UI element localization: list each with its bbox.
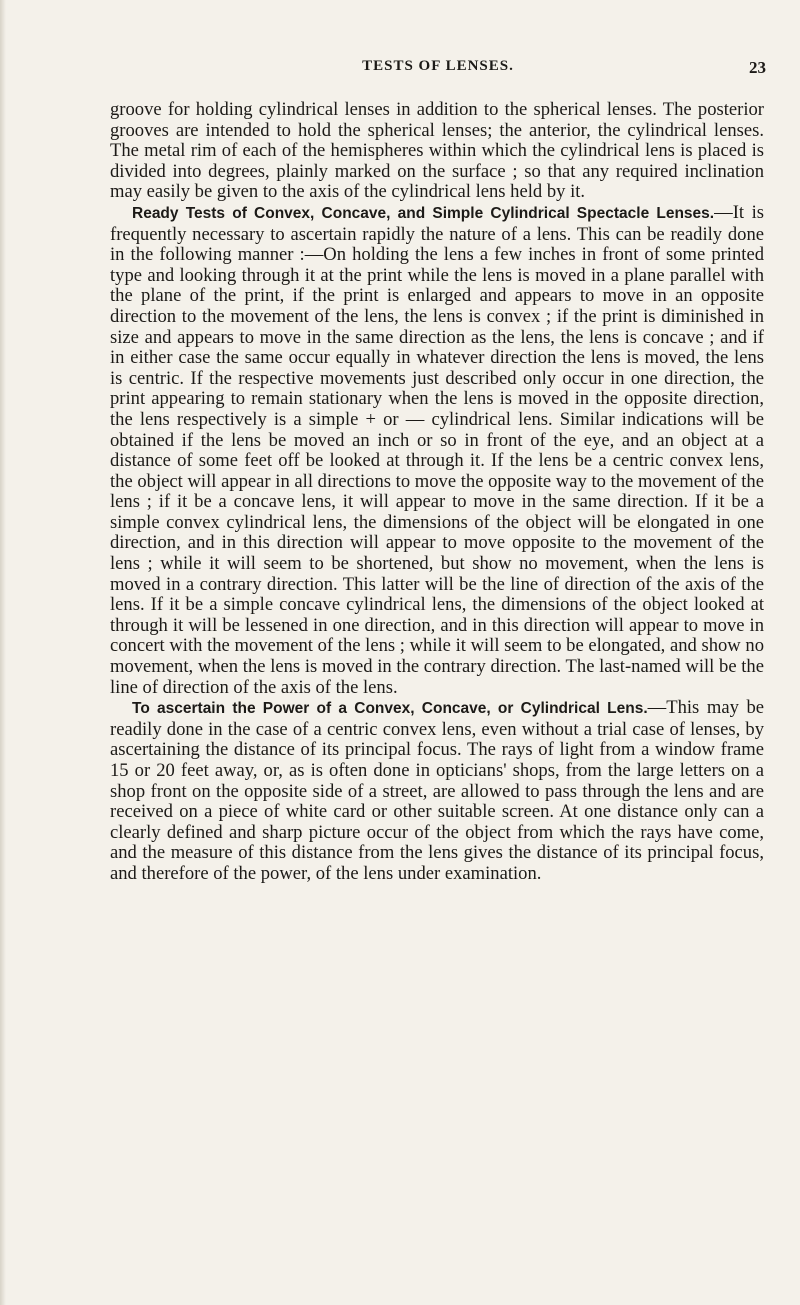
running-title: TESTS OF LENSES. [362, 58, 514, 74]
page-number: 23 [749, 58, 766, 77]
paragraph-ready-tests-body: —It is frequently necessary to ascertain rapidly the nature of a lens. This can be readily done in the following manner :—On holding the lens a few inches in front of some printed type and looking through it at the print while the lens is moved in a plane parallel with the plane of the print, if the print is enlarged and appears to move in an opposite direction to the movement of the lens, the lens is convex ; if the print is diminished in size and appears to move in the same direction as the lens, the lens is concave ; and if in either case the same occur equally in whatever direction the lens is moved, the lens is centric. If the respective movements just described only occur in one direction, the print appearing to remain stationary when the lens is moved in the opposite direction, the lens respectively is a simple + or — cylindrical lens. Similar indications will be obtained if the lens be moved an inch or so in front of the eye, and an object at a distance of some feet off be looked at through it. If the lens be a centric convex lens, the object will appear in all directions to move the opposite way to the movement of the lens ; if it be a concave lens, it will appear to move in the same direction. If it be a simple convex cylindrical lens, the dimensions of the object will be elongated in one direction, and in this direction will appear to move opposite to the movement of the lens ; while it will seem to be shortened, but show no movement, when the lens is moved in a contrary direction. This latter will be the line of direction of the axis of the lens. If it be a simple concave cylindrical lens, the dimensions of the object looked at through it will be lessened in one direction, and in this direction will appear to move in concert with the movement of the lens ; while it will seem to be elongated, and show no movement, when the lens is moved in the contrary direction. The last-named will be the line of direction of the axis of the lens. [110, 201, 764, 698]
section-heading-ready-tests: Ready Tests of Convex, Concave, and Simple Cylindrical Spectacle Lenses. [132, 204, 715, 222]
paragraph-power-body: —This may be readily done in the case of a centric convex lens, even without a trial case of lenses, by ascertaining the distance of its principal focus. The rays of light from a window frame 15 or 20 feet away, or, as is often done in opticians' shops, from the large letters on a shop front on the opposite side of a street, are allowed to pass through the lens and are received on a piece of white card or other suitable screen. At one distance only can a clearly defined and sharp picture occur of the object from which the rays have come, and the measure of this distance from the lens gives the distance of its principal focus, and therefore of the power, of the lens under examination. [110, 697, 764, 884]
page-header [110, 58, 766, 82]
paragraph-power [110, 698, 764, 884]
page-gutter-shadow [0, 0, 6, 1305]
paragraph-ready-tests [110, 203, 764, 698]
body-text [110, 100, 764, 885]
paragraph-continued: groove for holding cylindrical lenses in addition to the spherical lenses. The posterior grooves are intended to hold the spherical lenses; the anterior, the cylindrical lenses. The metal rim of each of the hemispheres within which the cylindrical lens is placed is divided into degrees, plainly marked on the surface ; so that any required inclination may easily be given to the axis of the cylindrical lens held by it. [110, 99, 764, 203]
section-heading-power: To ascertain the Power of a Convex, Concave, or Cylindrical Lens. [132, 700, 648, 718]
